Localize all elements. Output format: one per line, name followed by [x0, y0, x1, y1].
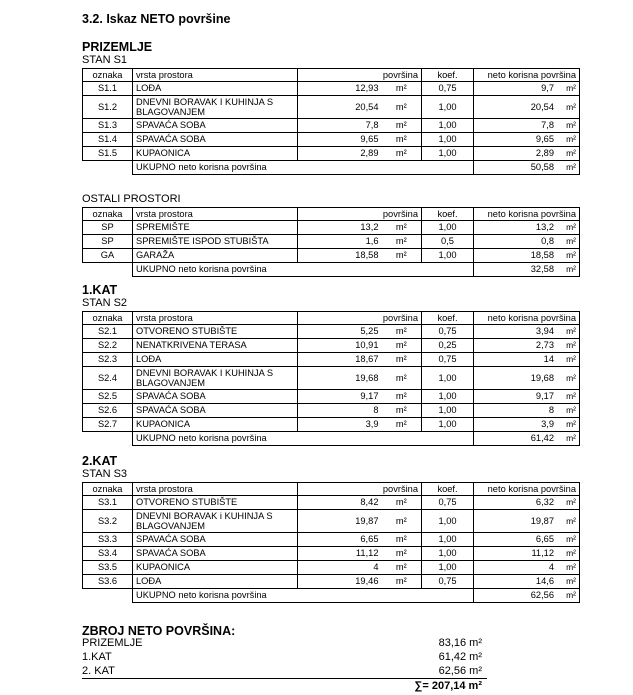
- cell-oznaka: S2.3: [83, 353, 133, 367]
- cell-koef: 1,00: [422, 533, 474, 547]
- cell-unit: m²: [382, 221, 422, 235]
- cell-unit: m²: [382, 390, 422, 404]
- document-title: 3.2. Iskaz NETO površine: [82, 12, 231, 26]
- total-empty: [83, 432, 133, 446]
- cell-neto-value: 11,12: [531, 548, 555, 559]
- cell-oznaka: S2.7: [83, 418, 133, 432]
- cell-vrsta: KUPAONICA: [133, 418, 298, 432]
- cell-koef: 1,00: [422, 418, 474, 432]
- cell-povrsina: 8,42: [298, 496, 382, 510]
- cell-vrsta: SPREMIŠTE: [133, 221, 298, 235]
- cell-neto-value: 19,68: [530, 372, 555, 383]
- cell-neto-unit: m²: [566, 534, 577, 545]
- cell-neto-unit: m²: [566, 497, 577, 508]
- header-oznaka: oznaka: [83, 312, 133, 325]
- header-vrsta: vrsta prostora: [133, 483, 298, 496]
- cell-povrsina: 1,6: [298, 235, 382, 249]
- cell-vrsta: DNEVNI BORAVAK I KUHINJA S BLAGOVANJEM: [133, 367, 298, 390]
- cell-koef: 1,00: [422, 96, 474, 119]
- table-row: [83, 82, 580, 96]
- cell-neto-unit: m²: [566, 101, 577, 112]
- section-subheading-s1: STAN S1: [82, 54, 128, 66]
- cell-neto: [474, 249, 580, 263]
- cell-unit: m²: [382, 533, 422, 547]
- cell-vrsta: LOĐA: [133, 575, 298, 589]
- cell-povrsina: 4: [298, 561, 382, 575]
- cell-unit: m²: [382, 96, 422, 119]
- cell-oznaka: S1.4: [83, 133, 133, 147]
- cell-oznaka: S3.2: [83, 510, 133, 533]
- cell-oznaka: S1.2: [83, 96, 133, 119]
- cell-koef: 1,00: [422, 133, 474, 147]
- table-header-row: [83, 312, 580, 325]
- cell-oznaka: S2.4: [83, 367, 133, 390]
- cell-neto-value: 14: [543, 354, 555, 365]
- area-table-2: [82, 311, 580, 446]
- area-table-3: [82, 482, 580, 603]
- cell-oznaka: S1.3: [83, 119, 133, 133]
- cell-vrsta: SPAVAĆA SOBA: [133, 547, 298, 561]
- header-povrsina: površina: [298, 208, 422, 221]
- cell-neto-unit: m²: [566, 562, 577, 573]
- table-row: [83, 353, 580, 367]
- header-neto: neto korisna površina: [474, 69, 580, 82]
- cell-vrsta: KUPAONICA: [133, 561, 298, 575]
- cell-unit: m²: [382, 119, 422, 133]
- table-row: [83, 119, 580, 133]
- cell-unit: m²: [382, 325, 422, 339]
- cell-neto-unit: m²: [566, 515, 577, 526]
- cell-neto-value: 7,8: [541, 120, 555, 131]
- summary-total: ∑= 207,14 m²: [414, 680, 482, 692]
- cell-neto: [474, 353, 580, 367]
- cell-oznaka: S2.2: [83, 339, 133, 353]
- summary-label-1kat: 1.KAT: [82, 651, 112, 663]
- summary-value-1kat: 61,42 m²: [438, 651, 482, 663]
- cell-koef: 0,75: [422, 82, 474, 96]
- cell-oznaka: S2.6: [83, 404, 133, 418]
- cell-koef: 0,25: [422, 339, 474, 353]
- cell-koef: 0,75: [422, 575, 474, 589]
- header-oznaka: oznaka: [83, 483, 133, 496]
- summary-value-2kat: 62,56 m²: [438, 665, 482, 677]
- header-oznaka: oznaka: [83, 69, 133, 82]
- cell-neto: [474, 533, 580, 547]
- cell-neto-unit: m²: [566, 340, 577, 351]
- cell-neto-value: 20,54: [530, 101, 555, 112]
- cell-neto-value: 6,65: [535, 534, 555, 545]
- cell-vrsta: DNEVNI BORAVAK i KUHINJA S BLAGOVANJEM: [133, 510, 298, 533]
- total-value-number: 32,58: [530, 264, 555, 275]
- cell-unit: m²: [382, 82, 422, 96]
- total-empty: [83, 161, 133, 175]
- cell-vrsta: KUPAONICA: [133, 147, 298, 161]
- cell-vrsta: LOĐA: [133, 82, 298, 96]
- total-value: [474, 432, 580, 446]
- cell-vrsta: SPAVAĆA SOBA: [133, 133, 298, 147]
- cell-koef: 1,00: [422, 249, 474, 263]
- cell-oznaka: S3.4: [83, 547, 133, 561]
- section-subheading-s3: STAN S3: [82, 468, 128, 480]
- header-koef: koef.: [422, 312, 474, 325]
- section-subheading-ostali: OSTALI PROSTORI: [82, 193, 181, 205]
- cell-neto-value: 9,7: [541, 83, 555, 94]
- cell-neto: [474, 235, 580, 249]
- cell-neto-unit: m²: [566, 326, 577, 337]
- cell-koef: 1,00: [422, 221, 474, 235]
- cell-koef: 1,00: [422, 404, 474, 418]
- cell-neto-value: 13,2: [535, 222, 555, 233]
- cell-neto-unit: m²: [566, 250, 577, 261]
- header-koef: koef.: [422, 208, 474, 221]
- table-row: [83, 249, 580, 263]
- total-value: [474, 263, 580, 277]
- cell-unit: m²: [382, 547, 422, 561]
- table-row: [83, 533, 580, 547]
- cell-neto-value: 2,89: [535, 148, 555, 159]
- table-row: [83, 404, 580, 418]
- cell-neto: [474, 561, 580, 575]
- cell-neto-unit: m²: [566, 372, 577, 383]
- table-header-row: [83, 208, 580, 221]
- total-value-unit: m²: [566, 162, 577, 173]
- cell-vrsta: DNEVNI BORAVAK I KUHINJA S BLAGOVANJEM: [133, 96, 298, 119]
- cell-povrsina: 19,46: [298, 575, 382, 589]
- cell-unit: m²: [382, 510, 422, 533]
- cell-oznaka: S3.3: [83, 533, 133, 547]
- cell-neto: [474, 390, 580, 404]
- cell-neto-value: 19,87: [530, 515, 555, 526]
- table-row: [83, 221, 580, 235]
- section-heading-1kat: 1.KAT: [82, 283, 118, 297]
- cell-vrsta: NENATKRIVENA TERASA: [133, 339, 298, 353]
- total-value-unit: m²: [566, 590, 577, 601]
- cell-neto-unit: m²: [566, 134, 577, 145]
- cell-neto-unit: m²: [566, 222, 577, 233]
- cell-koef: 0,75: [422, 353, 474, 367]
- header-vrsta: vrsta prostora: [133, 69, 298, 82]
- cell-oznaka: SP: [83, 235, 133, 249]
- cell-oznaka: GA: [83, 249, 133, 263]
- section-heading-prizemlje: PRIZEMLJE: [82, 40, 153, 54]
- cell-unit: m²: [382, 339, 422, 353]
- cell-neto: [474, 547, 580, 561]
- cell-koef: 0,75: [422, 496, 474, 510]
- cell-povrsina: 9,65: [298, 133, 382, 147]
- table-row: [83, 390, 580, 404]
- table-row: [83, 133, 580, 147]
- cell-neto-value: 9,17: [535, 391, 555, 402]
- total-value: [474, 589, 580, 603]
- cell-neto-unit: m²: [566, 83, 577, 94]
- table-row: [83, 325, 580, 339]
- cell-koef: 1,00: [422, 561, 474, 575]
- total-label: UKUPNO neto korisna površina: [133, 432, 474, 446]
- cell-oznaka: S1.5: [83, 147, 133, 161]
- cell-unit: m²: [382, 353, 422, 367]
- total-value-number: 50,58: [530, 162, 555, 173]
- cell-povrsina: 3,9: [298, 418, 382, 432]
- table-row: [83, 96, 580, 119]
- total-empty: [83, 263, 133, 277]
- cell-unit: m²: [382, 418, 422, 432]
- cell-neto-value: 4: [548, 562, 555, 573]
- cell-neto: [474, 575, 580, 589]
- header-vrsta: vrsta prostora: [133, 312, 298, 325]
- header-oznaka: oznaka: [83, 208, 133, 221]
- cell-neto-value: 0,8: [541, 236, 555, 247]
- cell-neto: [474, 82, 580, 96]
- total-empty: [83, 589, 133, 603]
- header-vrsta: vrsta prostora: [133, 208, 298, 221]
- cell-neto: [474, 96, 580, 119]
- cell-neto-unit: m²: [566, 236, 577, 247]
- cell-koef: 1,00: [422, 147, 474, 161]
- cell-neto: [474, 325, 580, 339]
- cell-povrsina: 18,67: [298, 353, 382, 367]
- summary-label-2kat: 2. KAT: [82, 665, 115, 677]
- cell-neto: [474, 418, 580, 432]
- cell-koef: 0,75: [422, 325, 474, 339]
- cell-neto: [474, 221, 580, 235]
- cell-oznaka: S2.5: [83, 390, 133, 404]
- cell-vrsta: SPREMIŠTE ISPOD STUBIŠTA: [133, 235, 298, 249]
- cell-oznaka: S1.1: [83, 82, 133, 96]
- total-label: UKUPNO neto korisna površina: [133, 589, 474, 603]
- total-label: UKUPNO neto korisna površina: [133, 263, 474, 277]
- cell-neto-value: 8: [548, 405, 555, 416]
- area-table-0: [82, 68, 580, 175]
- cell-neto: [474, 147, 580, 161]
- total-value-unit: m²: [566, 433, 577, 444]
- cell-unit: m²: [382, 133, 422, 147]
- header-povrsina: površina: [298, 69, 422, 82]
- table-row: [83, 510, 580, 533]
- cell-neto-unit: m²: [566, 548, 577, 559]
- cell-unit: m²: [382, 404, 422, 418]
- area-table-1: [82, 207, 580, 277]
- cell-neto: [474, 119, 580, 133]
- cell-neto-unit: m²: [566, 391, 577, 402]
- cell-neto-unit: m²: [566, 354, 577, 365]
- cell-vrsta: OTVORENO STUBIŠTE: [133, 325, 298, 339]
- cell-povrsina: 13,2: [298, 221, 382, 235]
- cell-povrsina: 19,87: [298, 510, 382, 533]
- summary-divider: [82, 678, 487, 679]
- total-value: [474, 161, 580, 175]
- cell-neto-value: 2,73: [535, 340, 555, 351]
- cell-neto-unit: m²: [566, 405, 577, 416]
- cell-neto-value: 6,32: [535, 497, 555, 508]
- total-value-unit: m²: [566, 264, 577, 275]
- cell-povrsina: 6,65: [298, 533, 382, 547]
- table-row: [83, 367, 580, 390]
- cell-neto-value: 3,94: [535, 326, 555, 337]
- table-row: [83, 339, 580, 353]
- summary-label-prizemlje: PRIZEMLJE: [82, 637, 143, 649]
- table-header-row: [83, 69, 580, 82]
- cell-neto-value: 3,9: [541, 419, 555, 430]
- cell-oznaka: S2.1: [83, 325, 133, 339]
- cell-povrsina: 2,89: [298, 147, 382, 161]
- cell-neto: [474, 404, 580, 418]
- header-neto: neto korisna površina: [474, 208, 580, 221]
- cell-oznaka: S3.1: [83, 496, 133, 510]
- cell-neto-unit: m²: [566, 576, 577, 587]
- cell-unit: m²: [382, 249, 422, 263]
- cell-povrsina: 19,68: [298, 367, 382, 390]
- cell-neto-value: 18,58: [530, 250, 555, 261]
- cell-neto-unit: m²: [566, 120, 577, 131]
- cell-neto: [474, 133, 580, 147]
- section-heading-2kat: 2.KAT: [82, 454, 118, 468]
- summary-value-prizemlje: 83,16 m²: [438, 637, 482, 649]
- total-label: UKUPNO neto korisna površina: [133, 161, 474, 175]
- table-row: [83, 547, 580, 561]
- cell-neto: [474, 496, 580, 510]
- cell-oznaka: S3.6: [83, 575, 133, 589]
- table-total-row: [83, 161, 580, 175]
- table-row: [83, 575, 580, 589]
- table-row: [83, 235, 580, 249]
- cell-oznaka: S3.5: [83, 561, 133, 575]
- cell-povrsina: 12,93: [298, 82, 382, 96]
- cell-koef: 1,00: [422, 367, 474, 390]
- cell-koef: 1,00: [422, 119, 474, 133]
- cell-unit: m²: [382, 496, 422, 510]
- cell-vrsta: SPAVAĆA SOBA: [133, 533, 298, 547]
- cell-unit: m²: [382, 575, 422, 589]
- cell-povrsina: 7,8: [298, 119, 382, 133]
- cell-vrsta: GARAŽA: [133, 249, 298, 263]
- table-header-row: [83, 483, 580, 496]
- header-koef: koef.: [422, 483, 474, 496]
- cell-vrsta: SPAVAĆA SOBA: [133, 119, 298, 133]
- cell-povrsina: 18,58: [298, 249, 382, 263]
- table-row: [83, 418, 580, 432]
- header-neto: neto korisna površina: [474, 483, 580, 496]
- cell-neto-unit: m²: [566, 419, 577, 430]
- table-row: [83, 496, 580, 510]
- cell-povrsina: 11,12: [298, 547, 382, 561]
- summary-title: ZBROJ NETO POVRŠINA:: [82, 624, 236, 638]
- cell-oznaka: SP: [83, 221, 133, 235]
- cell-neto: [474, 339, 580, 353]
- header-koef: koef.: [422, 69, 474, 82]
- cell-neto-unit: m²: [566, 148, 577, 159]
- cell-povrsina: 9,17: [298, 390, 382, 404]
- table-total-row: [83, 432, 580, 446]
- cell-povrsina: 10,91: [298, 339, 382, 353]
- table-row: [83, 147, 580, 161]
- cell-koef: 0,5: [422, 235, 474, 249]
- cell-povrsina: 8: [298, 404, 382, 418]
- header-povrsina: površina: [298, 312, 422, 325]
- cell-unit: m²: [382, 235, 422, 249]
- cell-neto-value: 9,65: [535, 134, 555, 145]
- cell-koef: 1,00: [422, 390, 474, 404]
- cell-neto: [474, 367, 580, 390]
- cell-vrsta: OTVORENO STUBIŠTE: [133, 496, 298, 510]
- header-povrsina: površina: [298, 483, 422, 496]
- cell-vrsta: SPAVAĆA SOBA: [133, 404, 298, 418]
- total-value-number: 62,56: [530, 590, 555, 601]
- cell-unit: m²: [382, 367, 422, 390]
- table-total-row: [83, 589, 580, 603]
- cell-unit: m²: [382, 147, 422, 161]
- table-row: [83, 561, 580, 575]
- cell-unit: m²: [382, 561, 422, 575]
- section-subheading-s2: STAN S2: [82, 297, 128, 309]
- cell-koef: 1,00: [422, 547, 474, 561]
- cell-povrsina: 20,54: [298, 96, 382, 119]
- total-value-number: 61,42: [530, 433, 555, 444]
- table-total-row: [83, 263, 580, 277]
- header-neto: neto korisna površina: [474, 312, 580, 325]
- cell-povrsina: 5,25: [298, 325, 382, 339]
- cell-koef: 1,00: [422, 510, 474, 533]
- cell-neto-value: 14,6: [535, 576, 555, 587]
- cell-vrsta: SPAVAĆA SOBA: [133, 390, 298, 404]
- cell-neto: [474, 510, 580, 533]
- cell-vrsta: LOĐA: [133, 353, 298, 367]
